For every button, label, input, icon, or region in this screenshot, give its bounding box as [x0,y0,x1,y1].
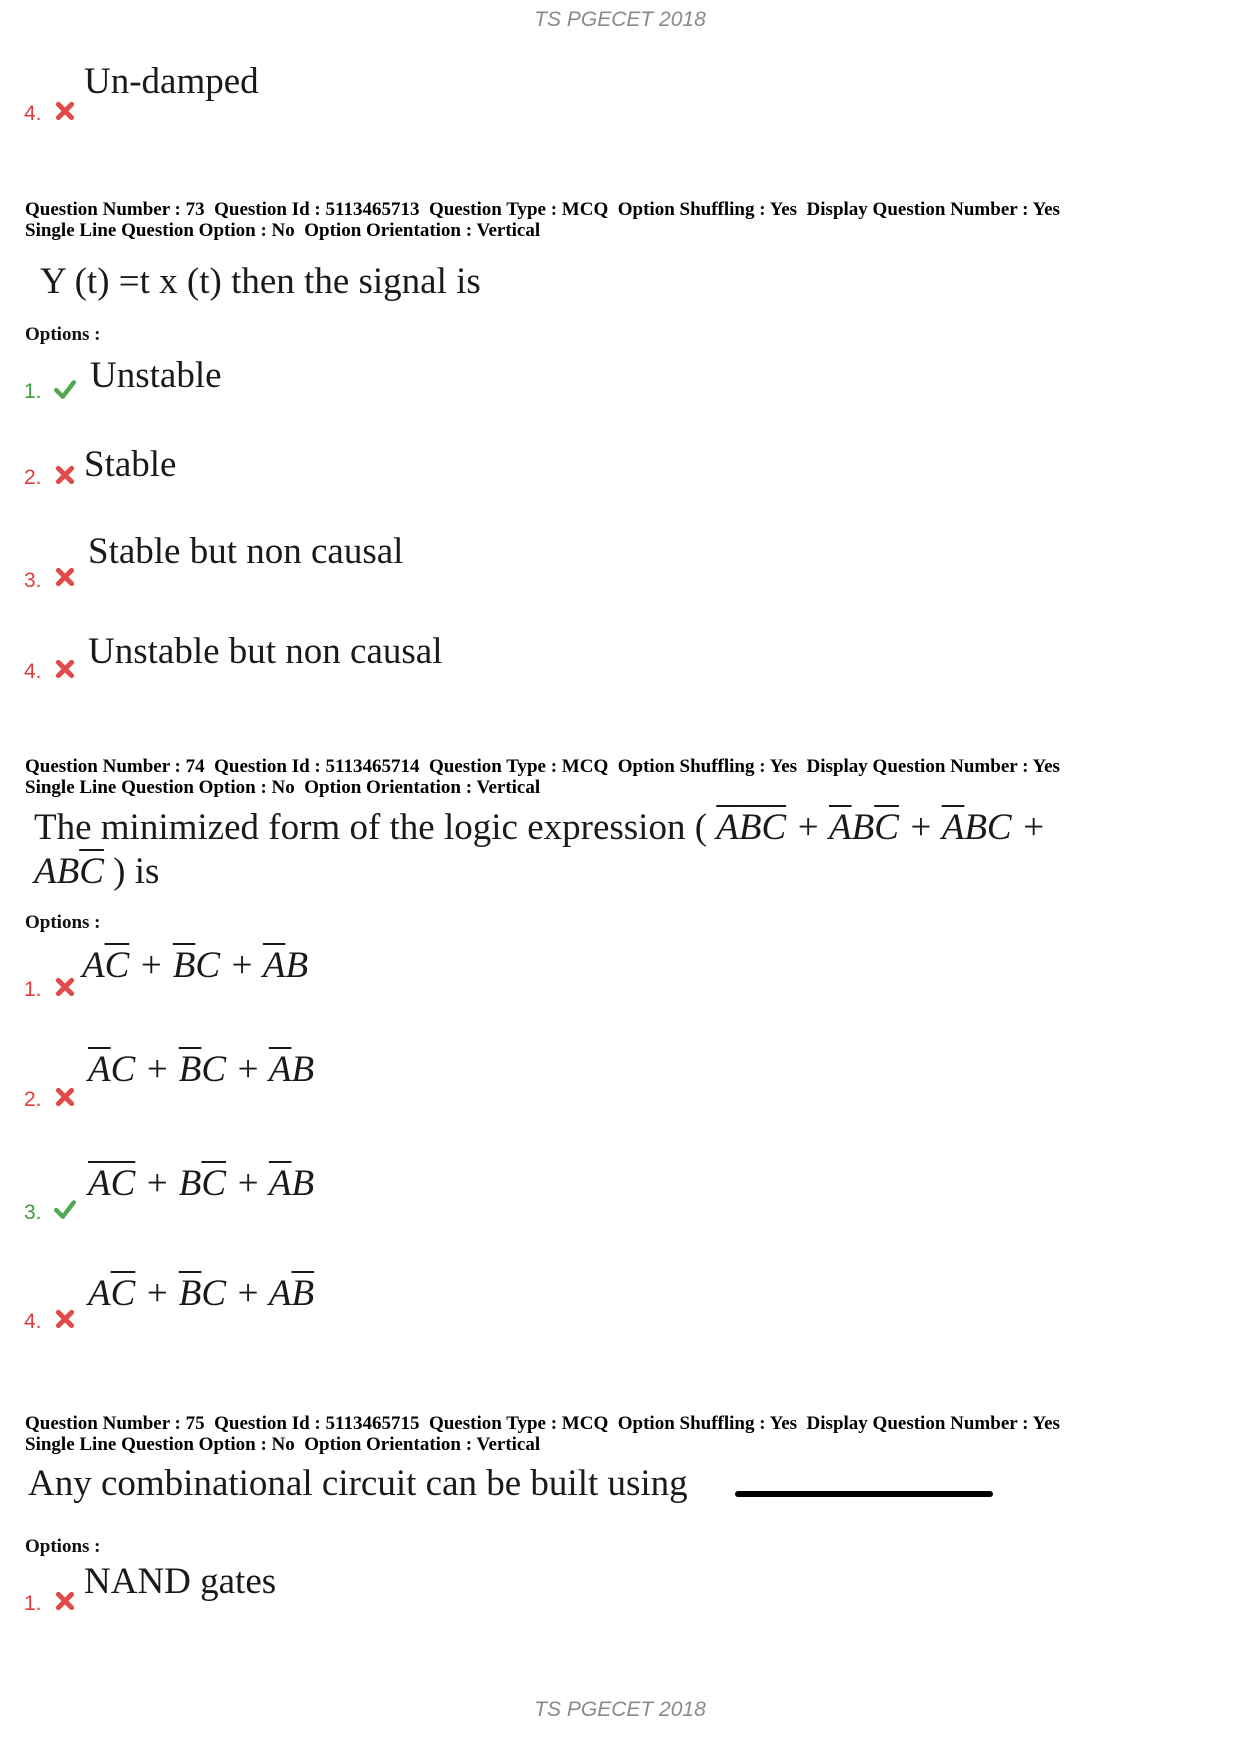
q73-option-1-text: Unstable [90,355,222,396]
q74-option-4-text: $A\overline{C} + \overline{B}C + A\overline{B}$ [88,1273,315,1314]
cross-icon [54,658,76,680]
check-icon [54,378,76,400]
q73-question-text: Y (t) =t x (t) then the signal is [40,261,481,302]
q73-meta-line2: Single Line Question Option : No Option Orientation : Vertical [25,220,541,241]
q75-meta-line1: Question Number : 75 Question Id : 5113465715 Question Type : MCQ Option Shuffling : Yes Display Question Number : Yes [25,1413,1060,1434]
q74-expression-cont: $AB\overline{C}$ [34,851,104,892]
q73-option-1-number: 1. [24,380,42,403]
q73-option-4-text: Unstable but non causal [88,631,443,672]
cross-icon [54,976,76,998]
q74-question-suffix: ) is [113,851,160,892]
q73-meta-line1: Question Number : 73 Question Id : 5113465713 Question Type : MCQ Option Shuffling : Yes Display Question Number : Yes [25,199,1060,220]
prev-option-text: Un-damped [84,61,259,102]
q74-option-1-text: $A\overline{C} + \overline{B}C + \overline{A}B$ [82,945,309,986]
q74-meta-line2: Single Line Question Option : No Option Orientation : Vertical [25,777,541,798]
q74-option-2-number: 2. [24,1088,42,1111]
q73-option-3-text: Stable but non causal [88,531,404,572]
q75-answer-blank [735,1491,993,1497]
q74-question-prefix: The minimized form of the logic expression ( [34,807,708,848]
page-footer: TS PGECET 2018 [534,1698,706,1721]
cross-icon [54,100,76,122]
q74-expression: $\overline{A}\overline{B}\overline{C} + \overline{A}B\overline{C} + \overline{A}BC$ + [716,807,1046,848]
page-header: TS PGECET 2018 [534,8,706,31]
q74-question-line1 [34,806,1046,849]
q75-option-1-number: 1. [24,1592,42,1615]
q73-option-2-number: 2. [24,466,42,489]
q74-options-label: Options : [25,912,101,933]
q74-option-4-number: 4. [24,1310,42,1333]
q75-options-label: Options : [25,1536,101,1557]
q74-question-line2 [34,850,159,893]
q73-option-2-text: Stable [84,444,177,485]
cross-icon [54,566,76,588]
q74-option-1-number: 1. [24,978,42,1001]
cross-icon [54,464,76,486]
cross-icon [54,1308,76,1330]
q74-option-3-text: $\overline{A}\overline{C} + B\overline{C} + \overline{A}B$ [88,1163,315,1204]
q75-option-1-text: NAND gates [84,1561,277,1602]
q73-option-4-number: 4. [24,660,42,683]
q74-option-3-number: 3. [24,1201,42,1224]
cross-icon [54,1590,76,1612]
q75-question-text: Any combinational circuit can be built using [28,1463,688,1504]
prev-option-number: 4. [24,102,42,125]
q73-options-label: Options : [25,324,101,345]
check-icon [54,1198,76,1220]
q75-meta-line2: Single Line Question Option : No Option Orientation : Vertical [25,1434,541,1455]
q73-option-3-number: 3. [24,569,42,592]
cross-icon [54,1086,76,1108]
q74-meta-line1: Question Number : 74 Question Id : 5113465714 Question Type : MCQ Option Shuffling : Yes Display Question Number : Yes [25,756,1060,777]
q74-option-2-text: $\overline{A}C + \overline{B}C + \overline{A}B$ [88,1049,315,1090]
